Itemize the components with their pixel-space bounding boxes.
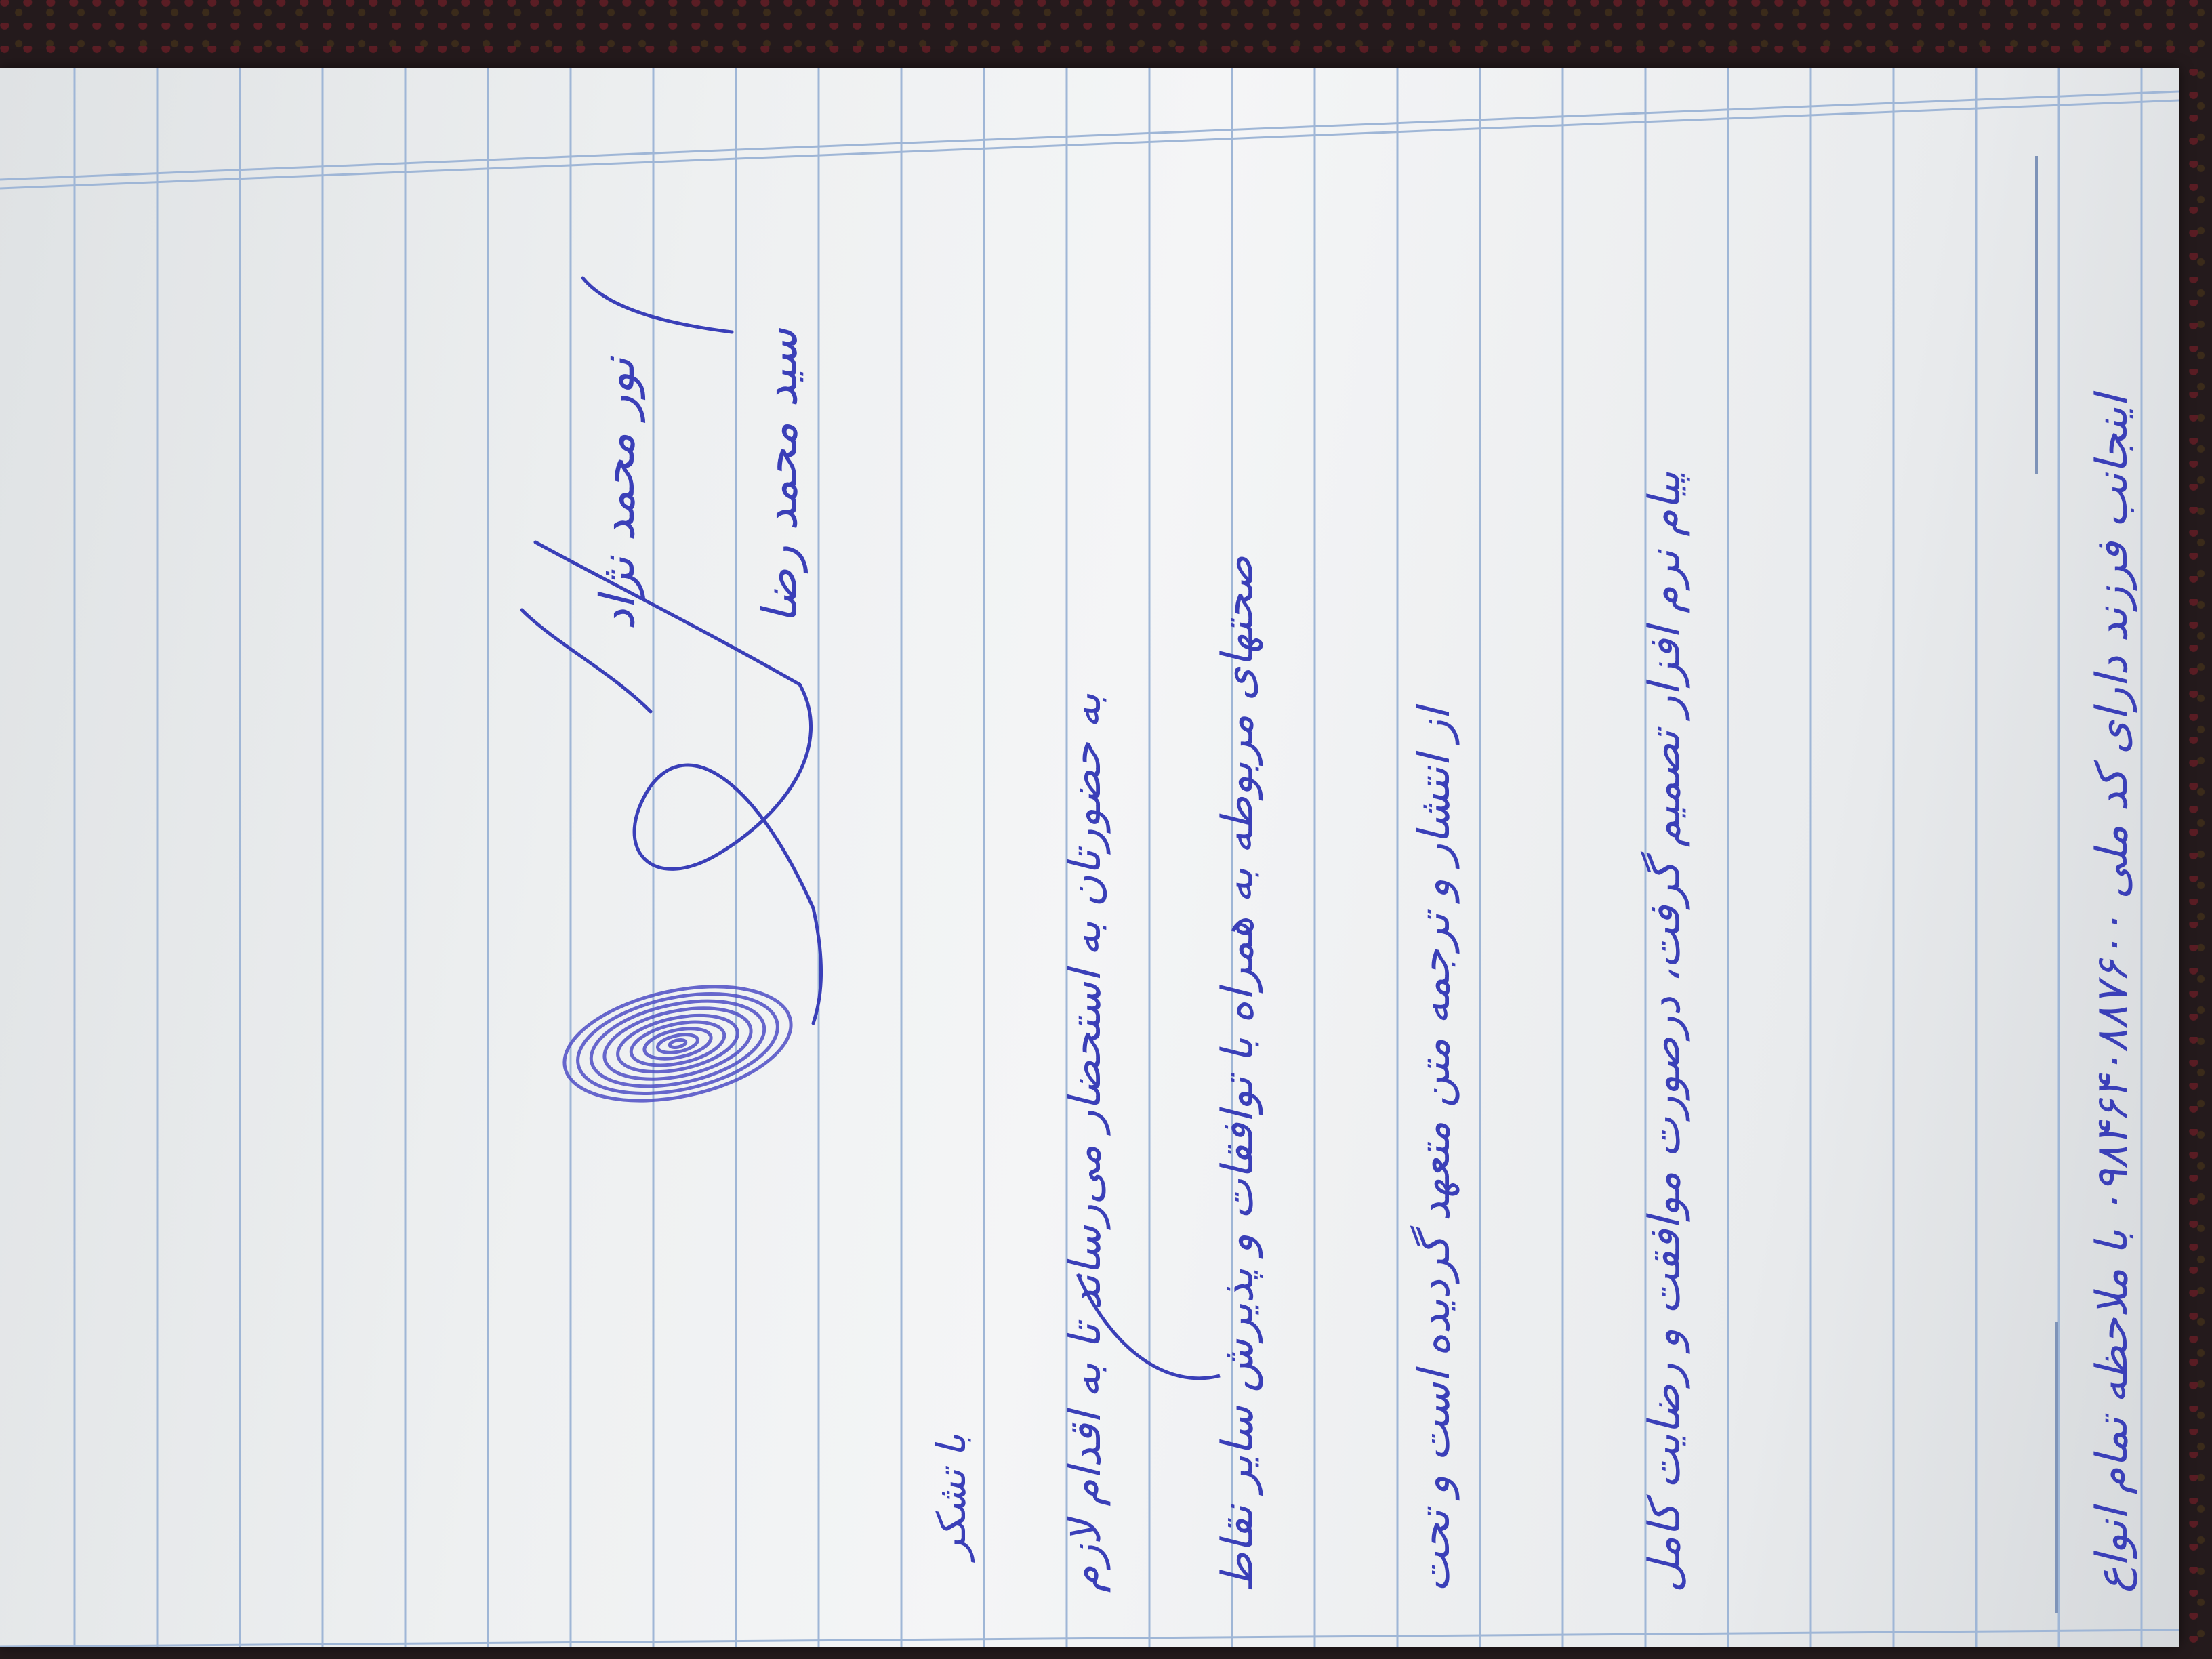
signatory-surname: نور محمد نژاد <box>590 357 645 630</box>
letter-line-3: از انتشار و ترجمه متن متعهد گردیده است و تحت <box>1410 708 1460 1593</box>
ruled-paper-sheet <box>0 68 2179 1647</box>
letter-line-2: پیام نرم افزار تصمیم گرفت، درصورت موافقت و رضایت کامل <box>1640 471 1690 1593</box>
signatory-name: سید محمد رضا <box>752 328 808 623</box>
letter-line-5: به حضورتان به استحضار می‌رساند تا به اقدام لازم <box>1061 693 1111 1593</box>
closing-line: با تشکر <box>928 1433 975 1559</box>
letter-line-4: صحتهای مربوطه به همراه با توافقات و پذیرش سایر نقاط <box>1213 556 1263 1593</box>
letter-line-1: اینجانب فرزند دارای کد ملی ۰۹۸۴۶۴۰۸۸۷۶۰۰ با ملاحظه تمام انواع <box>2087 394 2137 1593</box>
fingerprint-mark <box>554 968 801 1119</box>
